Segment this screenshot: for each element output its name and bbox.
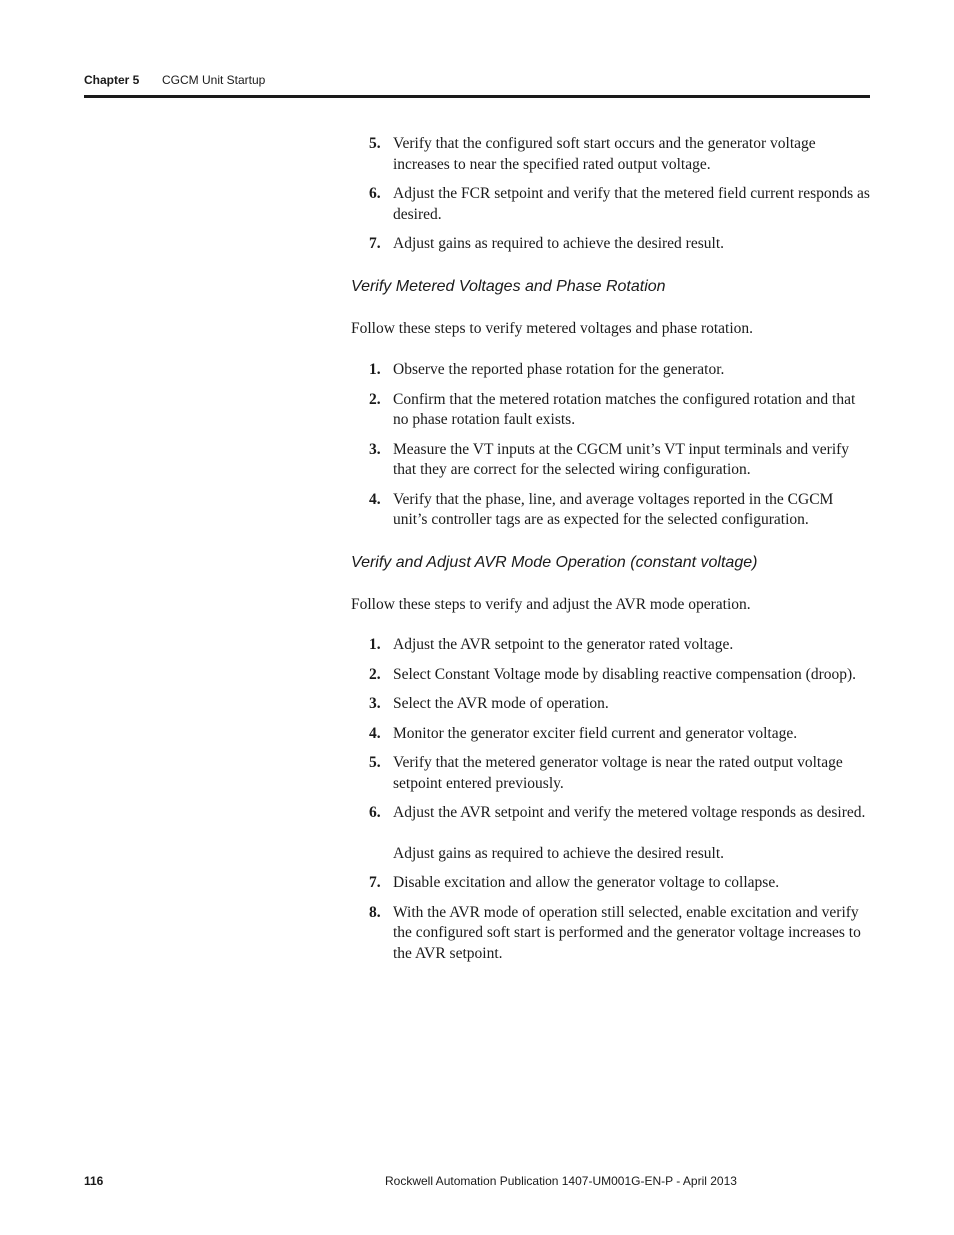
step-text: Disable excitation and allow the generator voltage to collapse. [393,874,780,891]
list-item [351,665,871,686]
list-item [351,753,871,794]
list-item [351,390,871,431]
step-number: 6. [369,185,381,202]
avr-mode-step-list [351,635,871,964]
step-text: Monitor the generator exciter field current and generator voltage. [393,724,798,742]
list-item [351,694,871,715]
list-item [351,234,871,255]
section-intro: Follow these steps to verify metered voltages and phase rotation. [351,319,754,337]
list-item [351,724,871,745]
list-item [351,360,871,381]
step-number: 8. [369,903,381,921]
list-item [351,184,871,225]
chapter-label: Chapter 5 [84,73,140,87]
continued-step-list [351,134,871,255]
step-text: Adjust the FCR setpoint and verify that the metered field current responds as desired. [393,185,870,223]
list-item [351,440,871,481]
list-item [351,134,871,175]
page-footer [84,1174,870,1194]
step-text: Verify that the configured soft start occurs and the generator voltage increases to near the specified rated output voltage. [393,135,816,173]
step-text: Adjust the AVR setpoint to the generator rated voltage. [393,636,734,653]
main-content [351,134,871,973]
step-text: Confirm that the metered rotation matches the configured rotation and that no phase rotation fault exists. [393,390,856,428]
step-text: Verify that the metered generator voltage is near the rated output voltage setpoint entered previously. [393,754,843,792]
step-text: Observe the reported phase rotation for the generator. [393,361,725,378]
list-item [351,903,871,965]
page-number: 116 [84,1174,104,1188]
section-heading-avr-mode: Verify and Adjust AVR Mode Operation (constant voltage) [351,553,758,571]
step-text: With the AVR mode of operation still selected, enable excitation and verify the configured soft start is performed and the generator voltage increases to the AVR setpoint. [393,903,861,962]
step-number: 1. [369,636,381,653]
step-text: Measure the VT inputs at the CGCM unit’s VT input terminals and verify that they are correct for the selected wiring configuration. [393,440,850,478]
step-note: Adjust gains as required to achieve the desired result. [393,844,724,862]
step-number: 5. [369,135,381,152]
step-number: 7. [369,235,381,252]
publication-info: Rockwell Automation Publication 1407-UM001G-EN-P - April 2013 [385,1174,737,1188]
step-number: 6. [369,804,381,821]
step-text: Select Constant Voltage mode by disabling reactive compensation (droop). [393,665,857,683]
metered-voltages-step-list [351,360,871,531]
step-number: 4. [369,490,381,508]
step-text: Verify that the phase, line, and average voltages reported in the CGCM unit’s controller tags are as expected for the selected configuration. [393,490,834,528]
step-number: 3. [369,440,381,458]
header-divider [84,95,870,98]
step-number: 2. [369,390,381,408]
step-number: 4. [369,724,381,742]
list-item [351,635,871,656]
step-number: 2. [369,665,381,683]
step-text: Adjust gains as required to achieve the desired result. [393,235,724,252]
chapter-title: CGCM Unit Startup [162,73,266,87]
list-item [351,873,871,894]
list-item [351,490,871,531]
list-item [351,803,871,864]
step-number: 3. [369,695,381,712]
step-number: 5. [369,754,381,771]
step-text: Adjust the AVR setpoint and verify the metered voltage responds as desired. [393,804,866,821]
section-heading-metered-voltages: Verify Metered Voltages and Phase Rotation [351,277,666,295]
page-header [84,73,870,97]
step-text: Select the AVR mode of operation. [393,695,609,712]
section-intro: Follow these steps to verify and adjust the AVR mode operation. [351,595,751,613]
step-number: 1. [369,361,381,378]
step-number: 7. [369,874,381,891]
